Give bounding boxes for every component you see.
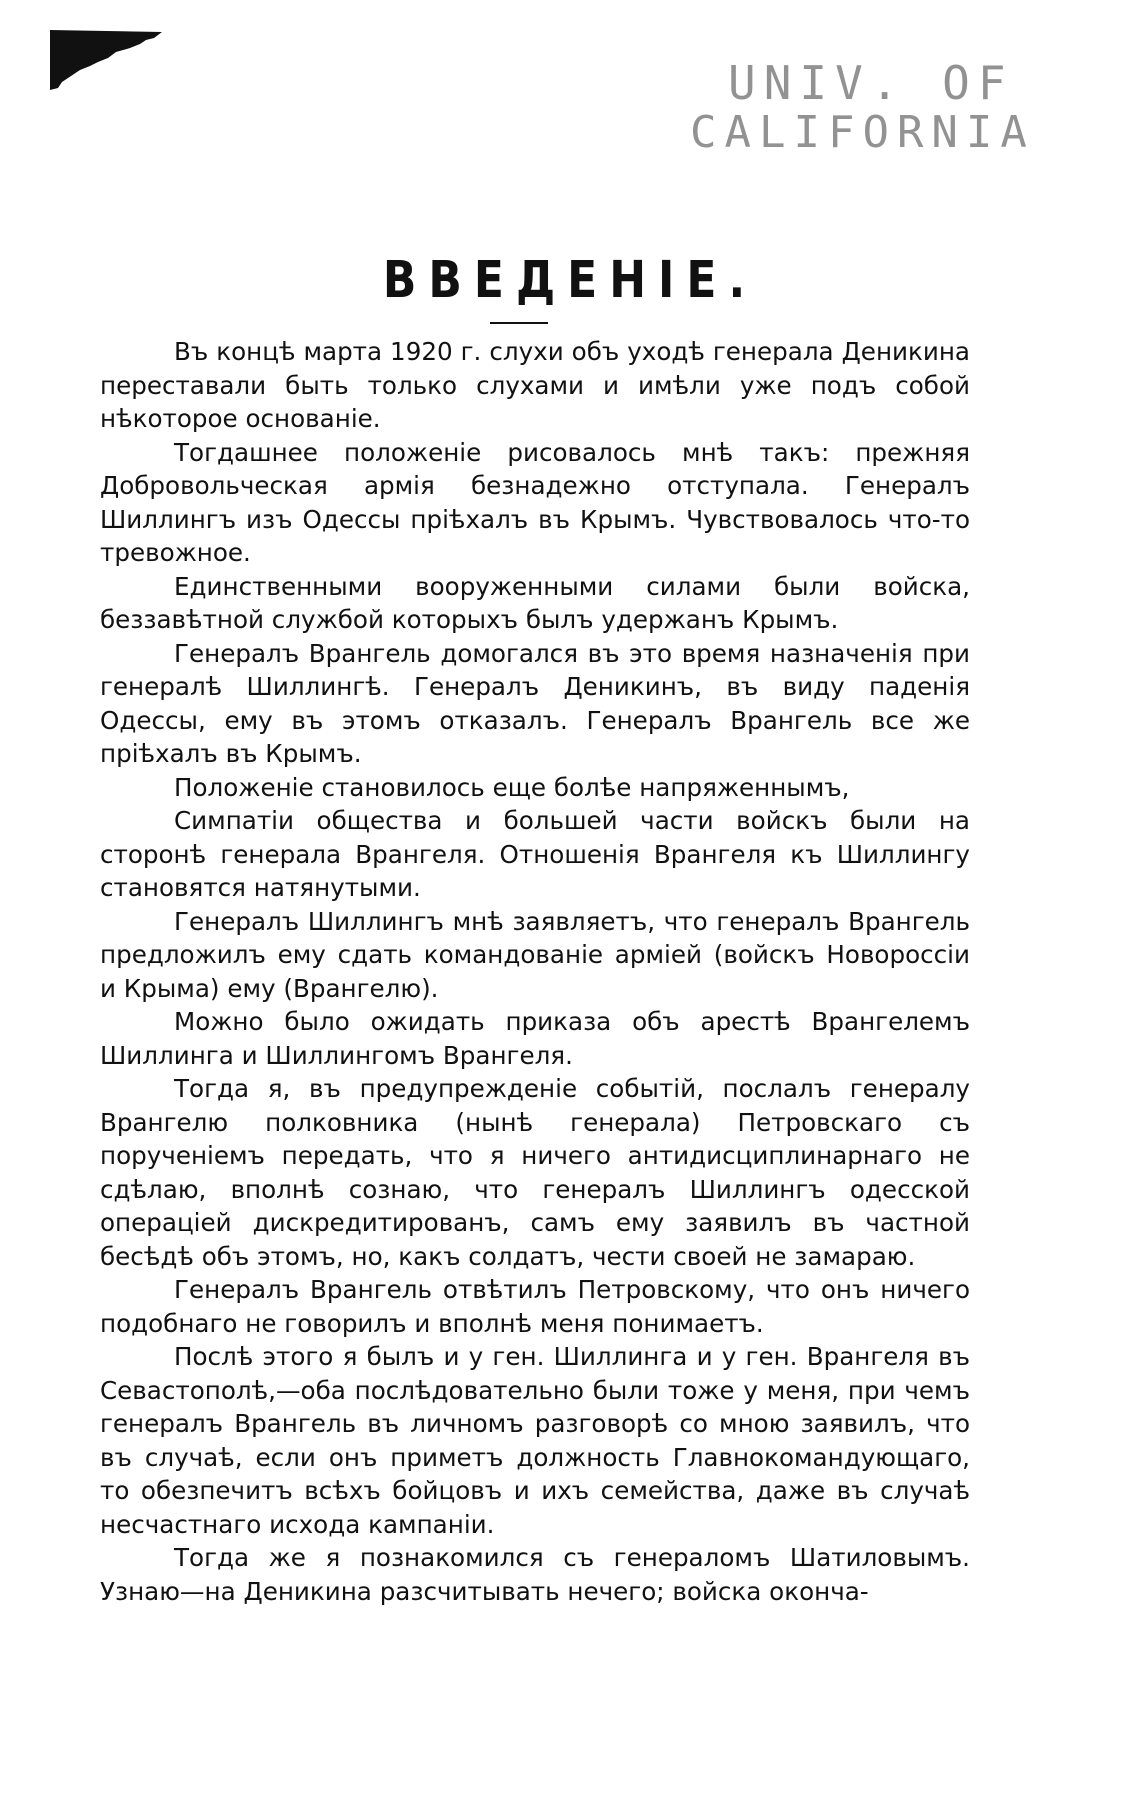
stamp-line-univ: UNIV. OF: [728, 56, 1014, 110]
stamp-line-california: CALIFORNIA: [690, 106, 1035, 158]
paragraph: Тогда я, въ предупрежденіе событій, послалъ генералу Врангелю полковника (нынѣ генерала) Петровскаго съ порученіемъ передать, что я ничего антидисциплинарнаго не сдѣлаю, вполнѣ сознаю, что генералъ Шиллингъ одесской операціей дискредитированъ, самъ ему заявилъ въ частной бесѣдѣ объ этомъ, но, какъ солдатъ, чести своей не замараю.: [100, 1074, 970, 1271]
paragraph: Положеніе становилось еще болѣе напряженнымъ,: [174, 772, 850, 802]
scan-edge-mark: [50, 30, 165, 90]
title-divider: [490, 322, 548, 324]
paragraph: Послѣ этого я былъ и у ген. Шиллинга и у ген. Врангеля въ Севастополѣ,—оба послѣдовательно были тоже у меня, при чемъ генералъ Врангель въ личномъ разговорѣ со мною заявилъ, что въ случаѣ, если онъ приметъ должность Главнокомандующаго, то обезпечитъ всѣхъ бойцовъ и ихъ семейства, даже въ случаѣ несчастнаго исхода кампаніи.: [100, 1342, 970, 1539]
paragraph: Въ концѣ марта 1920 г. слухи объ уходѣ генерала Деникина переставали быть только слухами и имѣли уже подъ собой нѣкоторое основаніе.: [100, 337, 970, 433]
paragraph: Симпатіи общества и большей части войскъ были на сторонѣ генерала Врангеля. Отношенія Врангеля къ Шиллингу становятся натянутыми.: [100, 806, 970, 902]
body-text: [100, 335, 970, 1608]
paragraph: Тогда же я познакомился съ генераломъ Шатиловымъ. Узнаю—на Деникина разсчитывать нечего; войска оконча-: [100, 1543, 970, 1606]
paragraph: Генералъ Врангель отвѣтилъ Петровскому, что онъ ничего подобнаго не говорилъ и вполнѣ меня понимаетъ.: [100, 1275, 970, 1338]
paragraph: Генералъ Врангель домогался въ это время назначенія при генералѣ Шиллингѣ. Генералъ Деникинъ, въ виду паденія Одессы, ему въ этомъ отказалъ. Генералъ Врангель все же пріѣхалъ въ Крымъ.: [100, 638, 970, 768]
paragraph: Можно было ожидать приказа объ арестѣ Врангелемъ Шиллинга и Шиллингомъ Врангеля.: [100, 1007, 970, 1070]
paragraph: Единственными вооруженными силами были войска, беззавѣтной службой которыхъ былъ удержанъ Крымъ.: [100, 571, 970, 634]
page-title: ВВЕДЕНІЕ.: [382, 251, 758, 310]
paragraph: Тогдашнее положеніе рисовалось мнѣ такъ: прежняя Добровольческая армія безнадежно отступала. Генералъ Шиллингъ изъ Одессы пріѣхалъ въ Крымъ. Чувствовалось что-то тревожное.: [100, 437, 970, 567]
paragraph: Генералъ Шиллингъ мнѣ заявляетъ, что генералъ Врангель предложилъ ему сдать командованіе арміей (войскъ Новороссіи и Крыма) ему (Врангелю).: [100, 906, 970, 1003]
library-stamp: [690, 56, 1035, 158]
